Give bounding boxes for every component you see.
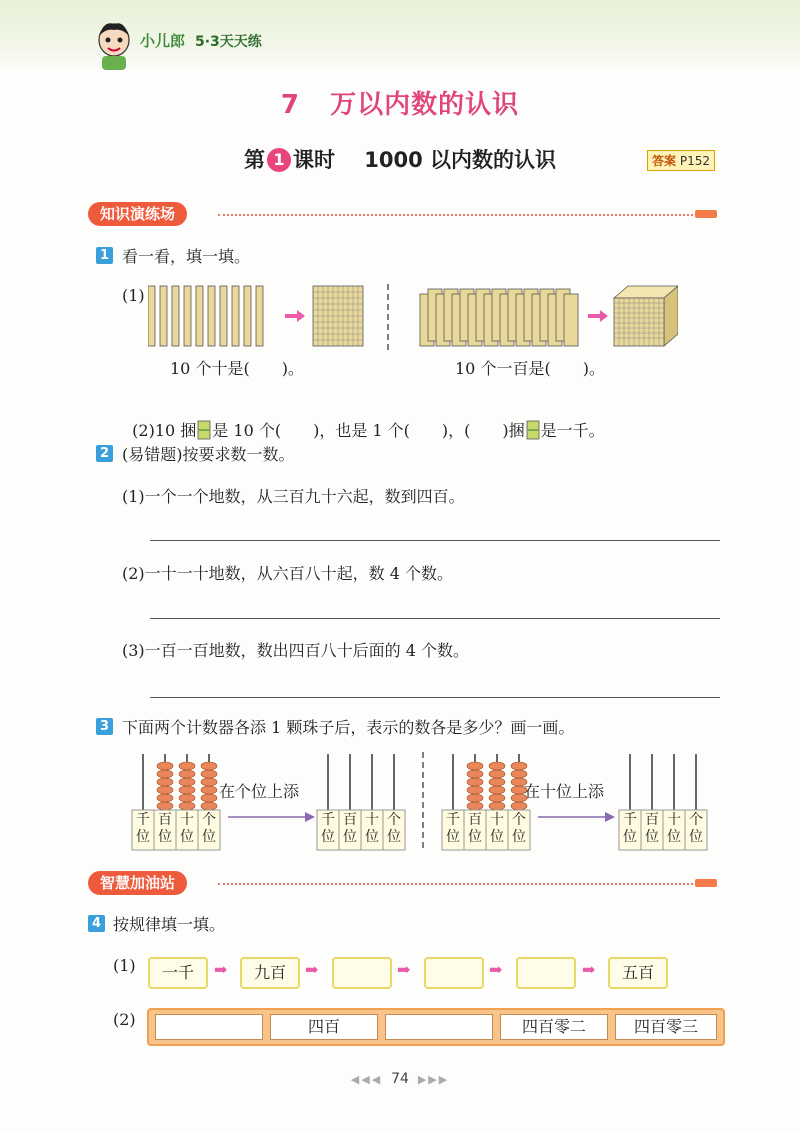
question-number-2: 2 [96,445,113,462]
question-2-item-3: (3)一百一百地数，数出四百八十后面的 4 个数。 [122,641,470,660]
place-label: 十 位 [365,812,379,845]
q4-row-2-label: (2) [113,1010,136,1029]
answer-label: 答案 [652,154,677,168]
q3-left-instruction: 在个位上添 [219,782,300,801]
place-labels-left-before [132,812,220,846]
answer-line[interactable] [150,540,720,541]
place-label: 百 位 [343,812,357,845]
question-1-part-1-label: (1) [122,286,145,305]
sequence-box: 九百 [240,957,300,989]
arrow-icon: ➡ [397,960,411,979]
arrow-icon [588,310,608,322]
right-arrows-icon: ▶▶▶ [417,1073,450,1086]
sequence-box: 四百零三 [615,1014,717,1040]
arrow-icon: ➡ [214,960,228,979]
question-2-item-2: (2)一十一十地数，从六百八十起，数 4 个数。 [122,564,454,583]
q1-caption-left[interactable]: 10 个十是( )。 [170,359,304,378]
place-labels-left-after [317,812,405,846]
place-label: 千 位 [136,812,150,845]
sequence-box: 一千 [148,957,208,989]
lesson-number-badge: 1 [267,148,291,172]
bundle-icon [196,420,212,440]
question-number-3: 3 [96,718,113,735]
brand-name: 小儿郎 [140,32,186,50]
question-4-text: 按规律填一填。 [113,915,226,934]
sequence-box-blank[interactable] [332,957,392,989]
q4-row-1-label: (1) [113,956,136,975]
section-divider [218,214,693,216]
answer-line[interactable] [150,697,720,698]
q1-part-2-c: 是一千。 [540,421,605,440]
place-label: 千 位 [623,812,637,845]
section-booster-pill: 智慧加油站 [88,871,187,895]
lesson-suffix: 课时 [292,148,335,172]
q1-part-2-b[interactable]: 是 10 个( )，也是 1 个( )，( )捆 [212,421,525,440]
place-label: 个 位 [387,812,401,845]
place-label: 千 位 [321,812,335,845]
place-label: 百 位 [645,812,659,845]
place-label: 个 位 [512,812,526,845]
sequence-box-blank[interactable] [424,957,484,989]
left-arrows-icon: ◀◀◀ [350,1073,383,1086]
place-label: 十 位 [667,812,681,845]
q3-right-instruction: 在十位上添 [524,782,605,801]
sequence-box-blank[interactable] [385,1014,493,1040]
arrow-icon: ➡ [305,960,319,979]
place-label: 百 位 [158,812,172,845]
section-practice-pill: 知识演练场 [88,202,187,226]
sequence-box-blank[interactable] [155,1014,263,1040]
place-labels-right-before [442,812,530,846]
pencil-icon [695,879,717,887]
q1-part-2 [122,399,605,441]
hundred-flat [313,286,363,346]
arrow-icon: ➡ [582,960,596,979]
place-label: 十 位 [490,812,504,845]
sequence-box: 四百 [270,1014,378,1040]
place-label: 个 位 [202,812,216,845]
chapter-title: 7 万以内数的认识 [280,90,520,120]
ten-rods-group [148,286,263,346]
lesson-prefix: 第 [243,148,265,172]
place-label: 千 位 [446,812,460,845]
sequence-box: 五百 [608,957,668,989]
arrow-icon [605,812,615,822]
brand-series: 5·3天天练 [195,34,262,50]
section-divider [218,883,693,885]
boy-mascot-icon [92,18,136,70]
answer-reference-tag [647,150,715,171]
q1-illustration [148,284,678,352]
q1-caption-right[interactable]: 10 个一百是( )。 [455,359,605,378]
lesson-topic: 1000 以内数的认识 [364,148,556,172]
place-label: 百 位 [468,812,482,845]
bundle-icon [525,420,541,440]
arrow-icon: ➡ [489,960,503,979]
question-2-item-1: (1)一个一个地数，从三百九十六起，数到四百。 [122,487,465,506]
sequence-box: 四百零二 [500,1014,608,1040]
ten-flats-stack [420,289,578,346]
pencil-icon [695,210,717,218]
question-number-4: 4 [88,915,105,932]
page-number [0,1071,800,1087]
place-label: 个 位 [689,812,703,845]
question-number-1: 1 [96,247,113,264]
question-1-text: 看一看，填一填。 [122,247,251,266]
sequence-box-blank[interactable] [516,957,576,989]
question-3-text: 下面两个计数器各添 1 颗珠子后，表示的数各是多少？画一画。 [122,718,575,737]
thousand-cube [614,286,678,346]
answer-line[interactable] [150,618,720,619]
question-2-text: (易错题)按要求数一数。 [122,445,295,464]
place-label: 十 位 [180,812,194,845]
arrow-icon [285,310,305,322]
arrow-icon [305,812,315,822]
page-number-value: 74 [391,1071,409,1087]
place-labels-right-after [619,812,707,846]
answer-page: P152 [679,154,710,168]
q1-part-2-a: (2)10 捆 [132,421,197,440]
